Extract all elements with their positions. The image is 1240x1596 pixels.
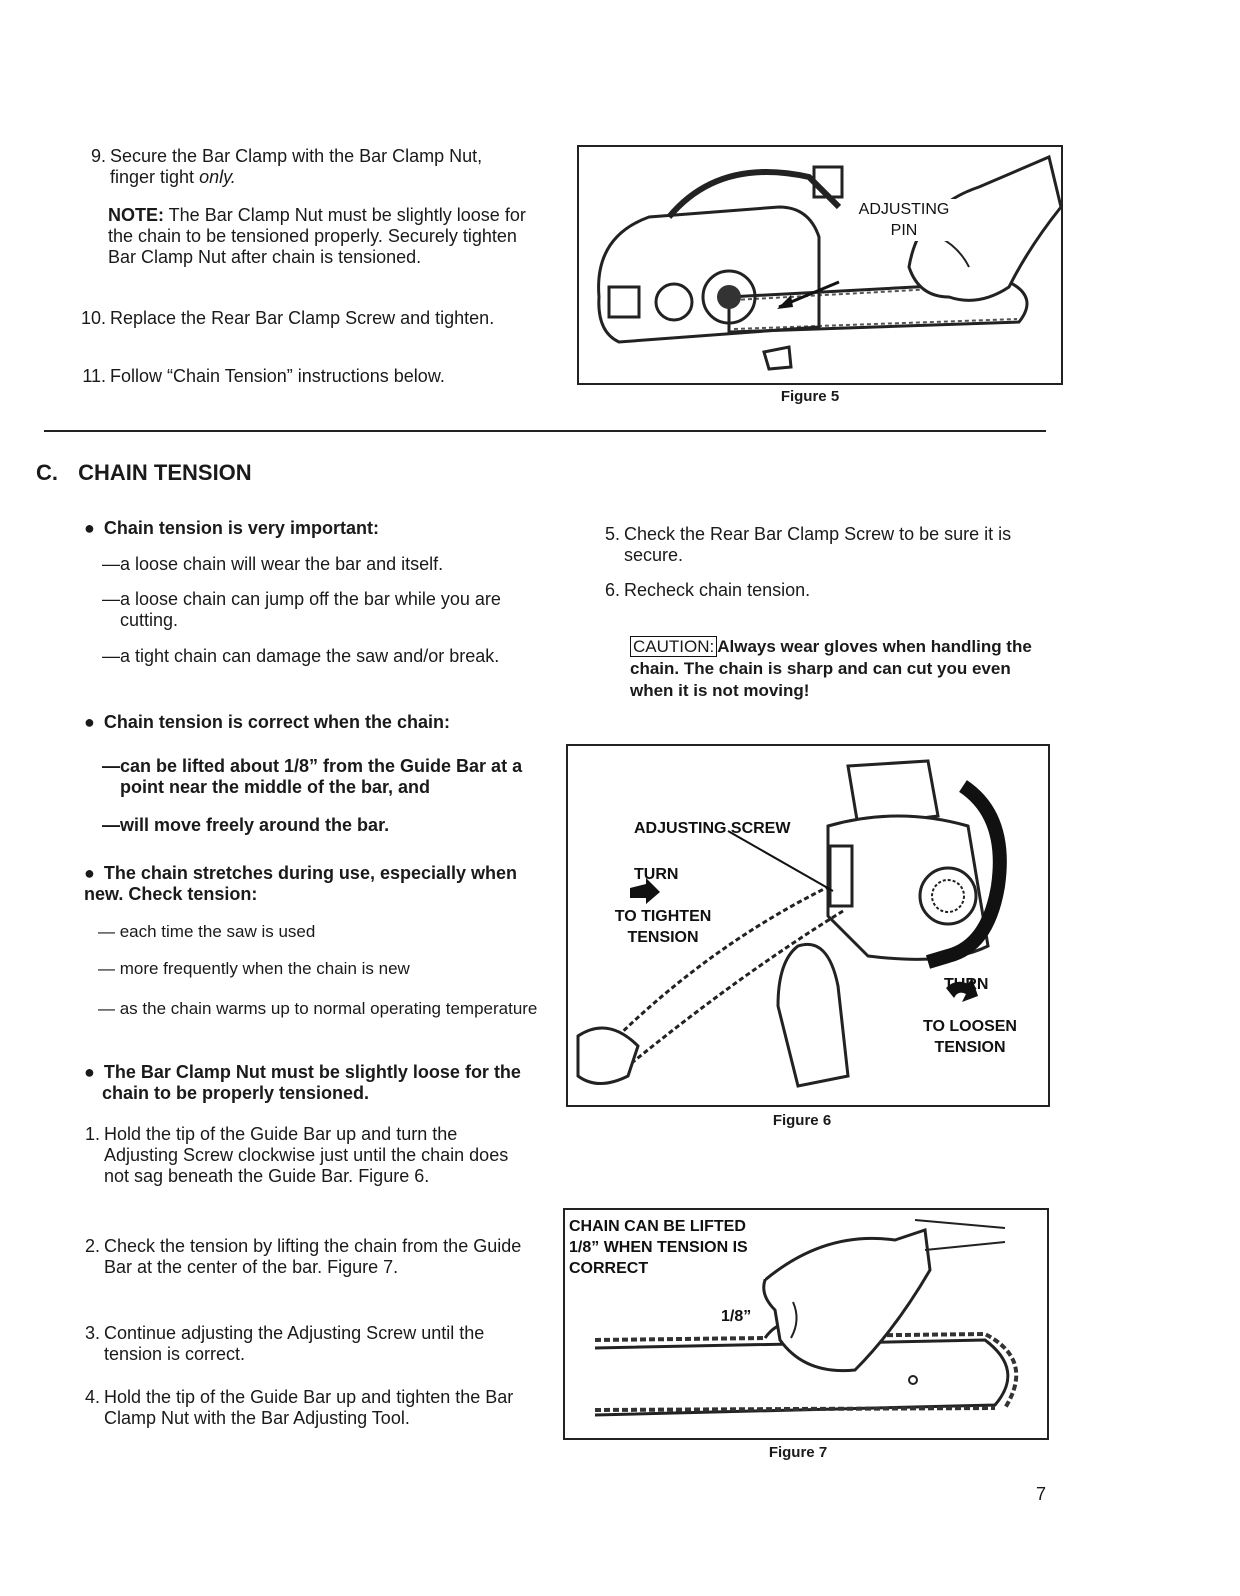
step-text: Hold the tip of the Guide Bar up and turn the Adjusting Screw clockwise just until the chain does not sag beneath the Guide Bar. Figure 6.	[104, 1124, 509, 1186]
caution-text: Always wear gloves when handling the chain. The chain is sharp and can cut you even when it is not moving!	[630, 637, 1032, 700]
bullet-heading: Chain tension is very important:	[103, 518, 379, 538]
bullet-chain-tension-correct	[84, 712, 524, 733]
section-letter: C.	[36, 460, 58, 485]
step-2	[68, 1236, 528, 1278]
step-text: Recheck chain tension.	[624, 580, 811, 600]
step-text: Follow “Chain Tension” instructions below.	[110, 366, 445, 386]
sub-item: —a loose chain can jump off the bar while you are cutting.	[102, 589, 501, 630]
chainsaw-side-illustration	[579, 147, 1061, 383]
step-text: Check the tension by lifting the chain from the Guide Bar at the center of the bar. Figure 7.	[104, 1236, 522, 1277]
step-number: 4.	[84, 1387, 100, 1407]
bullet-chain-stretches	[84, 863, 532, 905]
turn-left-label: TURN	[634, 866, 679, 883]
adjusting-pin-label: ADJUSTING PIN	[849, 199, 959, 241]
turn-right-label: TURN	[944, 976, 989, 993]
step-1	[68, 1124, 528, 1187]
bullet-heading: Chain tension is correct when the chain:	[103, 712, 450, 732]
caution-label: CAUTION:	[630, 636, 717, 657]
step-number: 11.	[82, 366, 106, 386]
step-3	[68, 1323, 528, 1365]
step-text: Hold the tip of the Guide Bar up and tighten the Bar Clamp Nut with the Bar Adjusting Tool.	[104, 1387, 514, 1428]
adjusting-screw-label: ADJUSTING SCREW	[634, 820, 791, 837]
figure-5-caption: Figure 5	[780, 388, 840, 405]
bullet-icon: ●	[84, 863, 95, 883]
sub-item: —can be lifted about 1/8” from the Guide Bar at a point near the middle of the bar, and	[102, 756, 523, 797]
section-heading	[36, 460, 252, 486]
bullet-heading: The Bar Clamp Nut must be slightly loose for the chain to be properly tensioned.	[102, 1062, 521, 1103]
figure-6-caption: Figure 6	[772, 1112, 832, 1129]
bullet-icon: ●	[84, 712, 95, 732]
step-number: 2.	[84, 1236, 100, 1256]
step-number: 9.	[90, 146, 106, 166]
bullet-chain-tension-important	[84, 518, 524, 539]
caution-notice	[630, 636, 1048, 702]
step-5	[588, 524, 1048, 566]
loosen-label: TO LOOSEN TENSION	[923, 1018, 1017, 1056]
page-number: 7	[1036, 1484, 1047, 1504]
tighten-label: TO TIGHTEN TENSION	[614, 908, 712, 946]
sub-item: — each time the saw is used	[98, 922, 316, 941]
chain-lift-label: CHAIN CAN BE LIFTED 1/8” WHEN TENSION IS CORRECT	[569, 1216, 765, 1279]
step-10	[74, 308, 530, 329]
step-text: Secure the Bar Clamp with the Bar Clamp Nut, finger tight	[110, 146, 483, 187]
step-9	[74, 146, 530, 188]
sub-item: —a loose chain will wear the bar and itself.	[102, 554, 444, 574]
sub-item: — as the chain warms up to normal operating temperature	[98, 999, 538, 1018]
section-divider	[44, 430, 1046, 432]
step-number: 5.	[604, 524, 620, 544]
note-paragraph	[108, 205, 528, 268]
figure-5-illustration	[577, 145, 1063, 385]
step-number: 1.	[84, 1124, 100, 1144]
step-11	[74, 366, 530, 387]
step-text: Replace the Rear Bar Clamp Screw and tighten.	[110, 308, 495, 328]
step-number: 3.	[84, 1323, 100, 1343]
section-title: CHAIN TENSION	[78, 460, 252, 485]
figure-6-illustration	[566, 744, 1050, 1107]
figure-7-illustration	[563, 1208, 1049, 1440]
measure-label: 1/8”	[721, 1308, 752, 1325]
step-text: Check the Rear Bar Clamp Screw to be sure it is secure.	[624, 524, 1012, 565]
bullet-bar-clamp-nut	[84, 1062, 542, 1104]
figure-7-caption: Figure 7	[768, 1444, 828, 1461]
step-text: Continue adjusting the Adjusting Screw until the tension is correct.	[104, 1323, 485, 1364]
step-emphasis: only.	[199, 167, 236, 187]
step-number: 10.	[80, 308, 106, 328]
note-text: The Bar Clamp Nut must be slightly loose for the chain to be tensioned properly. Securely tighten Bar Clamp Nut after chain is tensioned.	[108, 205, 526, 267]
sub-item: —a tight chain can damage the saw and/or break.	[102, 646, 500, 666]
bullet-icon: ●	[84, 518, 95, 538]
step-6	[588, 580, 1048, 601]
sub-item: — more frequently when the chain is new	[98, 959, 410, 978]
step-number: 6.	[604, 580, 620, 600]
note-label: NOTE:	[108, 205, 164, 225]
bullet-icon: ●	[84, 1062, 95, 1082]
sub-item: —will move freely around the bar.	[102, 815, 390, 835]
bullet-heading: The chain stretches during use, especially when new. Check tension:	[84, 863, 518, 904]
step-4	[68, 1387, 528, 1429]
